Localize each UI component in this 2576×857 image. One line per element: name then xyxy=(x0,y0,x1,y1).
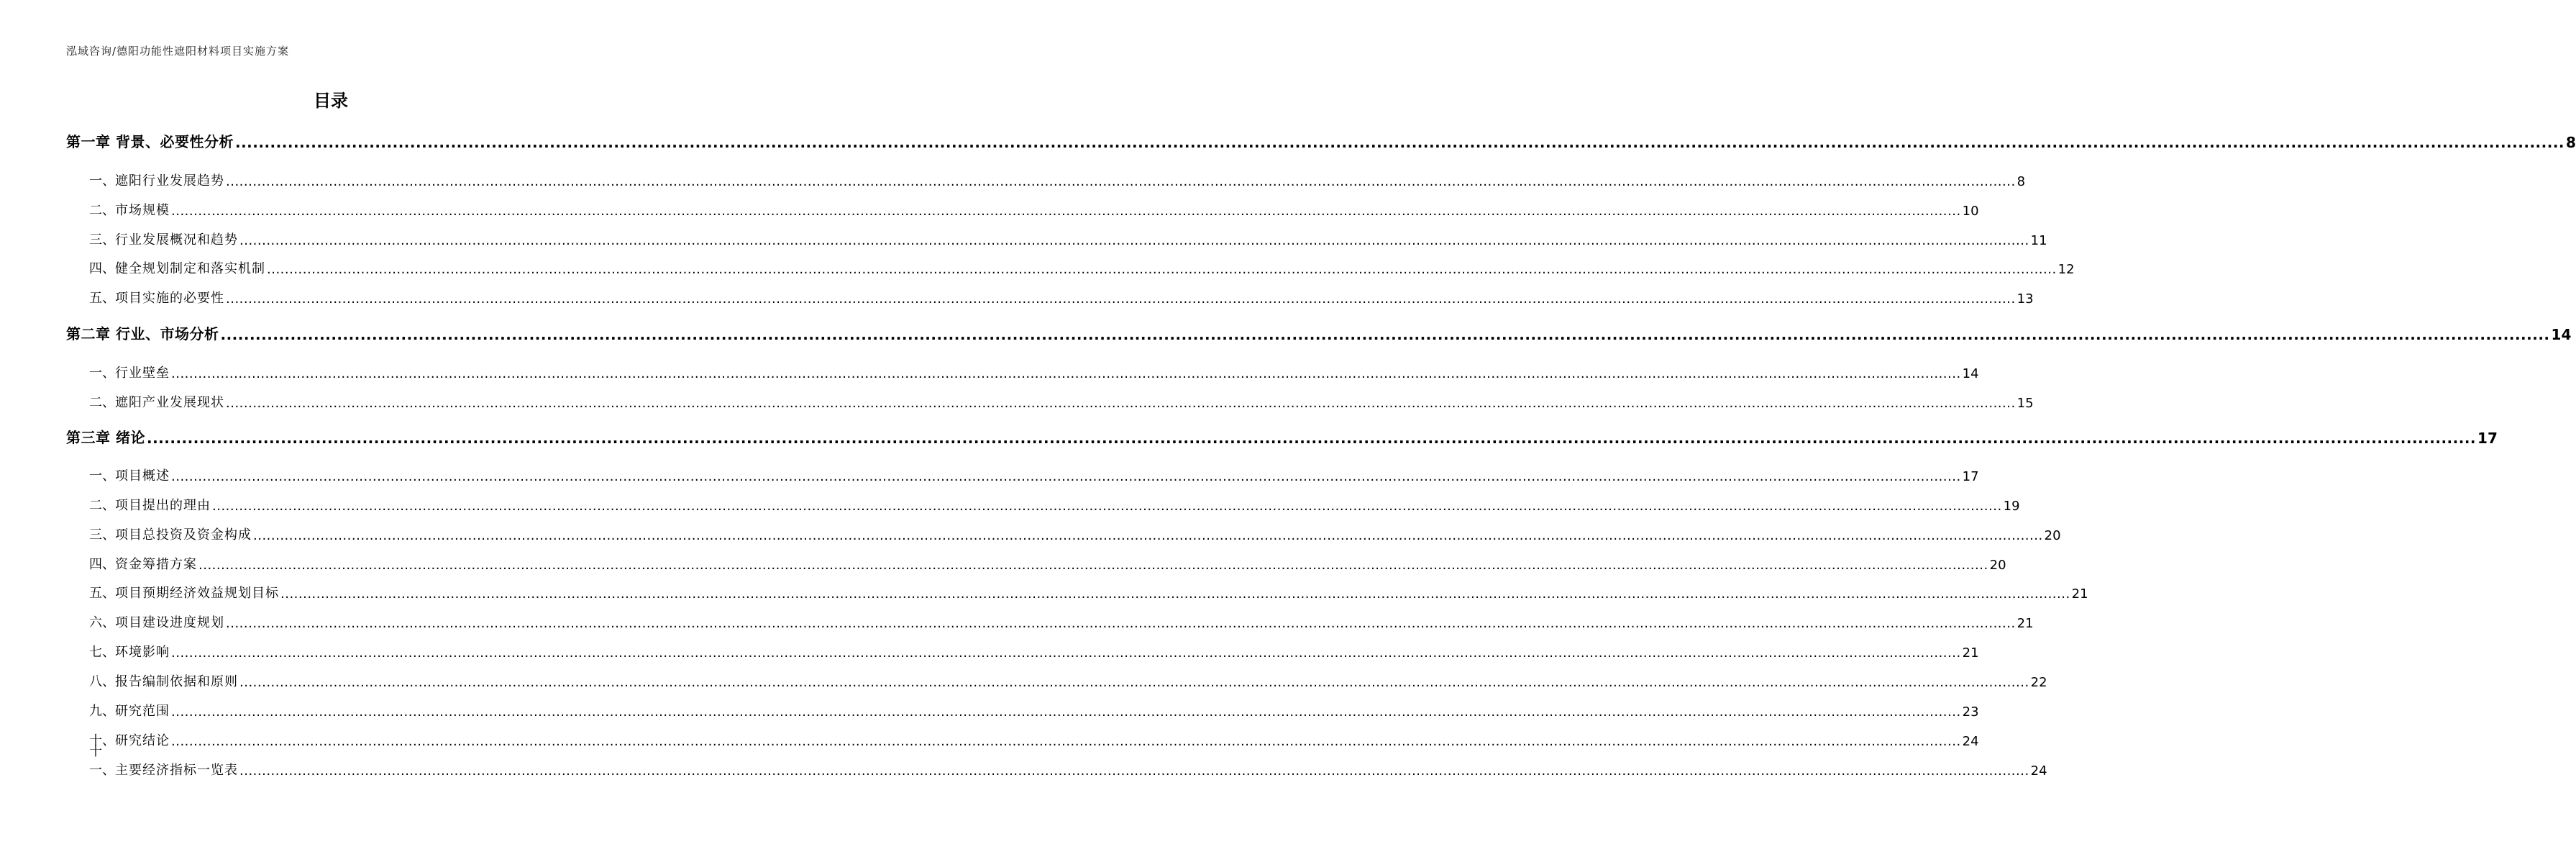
toc-section-entry[interactable] xyxy=(66,168,2026,189)
dot-leader: ................................................................................................................................................................................................................................................................................................................................................................................................................ xyxy=(234,134,2565,151)
toc-entry-number: 二、 xyxy=(89,203,115,218)
toc-entry-number: 三、 xyxy=(89,232,115,248)
toc-entry-label: 项目概述 xyxy=(115,468,170,484)
toc-section-entry[interactable] xyxy=(66,389,2034,411)
dot-leader: ................................................................................................................................................................................................................................................................................................................................................................................................................ xyxy=(226,174,2016,189)
toc-entry-label: 研究范围 xyxy=(115,704,170,719)
toc-entry-label: 第一章 背景、必要性分析 xyxy=(66,133,234,150)
toc-section-entry[interactable] xyxy=(66,668,2047,690)
toc-page-number: 20 xyxy=(1989,558,2006,573)
document-header: 泓域咨询/德阳功能性遮阳材料项目实施方案 xyxy=(66,45,290,58)
toc-page-number: 10 xyxy=(1962,204,1979,219)
toc-section-entry[interactable] xyxy=(66,698,1979,720)
toc-entry-label: 报告编制依据和原则 xyxy=(115,674,238,689)
toc-entry-label: 资金筹措方案 xyxy=(115,557,197,572)
toc-entry-label: 项目提出的理由 xyxy=(115,498,211,513)
toc-entry-label: 行业发展概况和趋势 xyxy=(115,232,238,248)
dot-leader: ................................................................................................................................................................................................................................................................................................................................................................................................................ xyxy=(280,586,2070,602)
toc-entry-label: 行业壁垒 xyxy=(115,366,170,381)
toc-entry-number: 九、 xyxy=(89,704,115,719)
dot-leader: ................................................................................................................................................................................................................................................................................................................................................................................................................ xyxy=(198,558,1988,573)
dot-leader: ................................................................................................................................................................................................................................................................................................................................................................................................................ xyxy=(267,262,2057,277)
toc-page-number: 17 xyxy=(2477,430,2498,447)
toc-entry-number: 四、 xyxy=(89,557,115,572)
dot-leader: ................................................................................................................................................................................................................................................................................................................................................................................................................ xyxy=(171,645,1961,661)
toc-entry-number: 七、 xyxy=(89,645,115,660)
dot-leader: ................................................................................................................................................................................................................................................................................................................................................................................................................ xyxy=(226,396,2016,411)
toc-entry-number: 五、 xyxy=(89,291,115,306)
toc-section-entry[interactable] xyxy=(66,197,1979,219)
dot-leader: ................................................................................................................................................................................................................................................................................................................................................................................................................ xyxy=(212,499,2002,514)
toc-entry-number: 三、 xyxy=(89,527,115,543)
toc-chapter-entry[interactable] xyxy=(66,130,2576,151)
dot-leader: ................................................................................................................................................................................................................................................................................................................................................................................................................ xyxy=(226,291,2016,307)
toc-entry-number: 四、 xyxy=(89,261,115,276)
toc-section-entry[interactable] xyxy=(66,551,2006,573)
toc-section-entry[interactable] xyxy=(66,463,1979,484)
toc-page-number: 21 xyxy=(2071,586,2088,602)
toc-page-number: 15 xyxy=(2017,396,2034,411)
toc-section-entry[interactable] xyxy=(66,227,2047,248)
toc-section-entry[interactable] xyxy=(66,580,2088,602)
toc-section-entry[interactable] xyxy=(66,639,1979,661)
dot-leader: ................................................................................................................................................................................................................................................................................................................................................................................................................ xyxy=(171,204,1961,219)
dot-leader: ................................................................................................................................................................................................................................................................................................................................................................................................................ xyxy=(239,763,2029,779)
toc-entry-number: 六、 xyxy=(89,615,115,630)
dot-leader: ................................................................................................................................................................................................................................................................................................................................................................................................................ xyxy=(171,366,1961,381)
toc-entry-label: 研究结论 xyxy=(115,733,170,748)
toc-entry-label: 遮阳行业发展趋势 xyxy=(115,173,224,189)
toc-page-number: 13 xyxy=(2017,291,2034,307)
dot-leader: ................................................................................................................................................................................................................................................................................................................................................................................................................ xyxy=(220,326,2550,343)
toc-page-number: 17 xyxy=(1962,469,1979,484)
toc-entry-number: 二、 xyxy=(89,498,115,513)
toc-page-number: 11 xyxy=(2030,233,2047,248)
toc-page-number: 23 xyxy=(1962,704,1979,720)
toc-entry-number: 二、 xyxy=(89,395,115,410)
toc-entry-label: 健全规划制定和落实机制 xyxy=(115,261,265,276)
toc-section-entry[interactable] xyxy=(66,360,1979,381)
toc-page-number: 8 xyxy=(2566,134,2576,151)
dot-leader: ................................................................................................................................................................................................................................................................................................................................................................................................................ xyxy=(171,704,1961,720)
toc-section-entry[interactable] xyxy=(66,285,2034,307)
toc-section-entry[interactable] xyxy=(66,255,2075,277)
toc-page-number: 21 xyxy=(2017,616,2034,631)
toc-entry-number: 十、 xyxy=(89,733,115,748)
toc-page-number: 8 xyxy=(2017,174,2026,189)
toc-entry-label: 主要经济指标一览表 xyxy=(115,763,238,778)
toc-entry-label: 环境影响 xyxy=(115,645,170,660)
toc-chapter-entry[interactable] xyxy=(66,322,2572,343)
toc-section-entry[interactable] xyxy=(66,609,2034,631)
toc-page-number: 24 xyxy=(1962,734,1979,749)
toc-entry-label: 项目实施的必要性 xyxy=(115,291,224,306)
toc-entry-label: 项目建设进度规划 xyxy=(115,615,224,630)
toc-entry-number: 五、 xyxy=(89,586,115,601)
toc-entry-label: 项目预期经济效益规划目标 xyxy=(115,586,279,601)
toc-entry-label: 第三章 绪论 xyxy=(66,429,145,446)
toc-section-entry[interactable] xyxy=(66,744,2047,779)
toc-entry-number: 十一、 xyxy=(89,744,115,778)
toc-entry-label: 遮阳产业发展现状 xyxy=(115,395,224,410)
dot-leader: ................................................................................................................................................................................................................................................................................................................................................................................................................ xyxy=(226,616,2016,631)
toc-entry-label: 市场规模 xyxy=(115,203,170,218)
toc-entry-number: 八、 xyxy=(89,674,115,689)
dot-leader: ................................................................................................................................................................................................................................................................................................................................................................................................................ xyxy=(239,233,2029,248)
toc-chapter-entry[interactable] xyxy=(66,425,2498,447)
toc-entry-number: 一、 xyxy=(89,468,115,484)
toc-page-number: 20 xyxy=(2044,528,2061,543)
toc-page-number: 24 xyxy=(2030,763,2047,779)
toc-entry-label: 第二章 行业、市场分析 xyxy=(66,325,219,343)
dot-leader: ................................................................................................................................................................................................................................................................................................................................................................................................................ xyxy=(171,734,1961,749)
dot-leader: ................................................................................................................................................................................................................................................................................................................................................................................................................ xyxy=(171,469,1961,484)
toc-page-number: 22 xyxy=(2030,675,2047,690)
toc-page-number: 14 xyxy=(2551,326,2572,343)
toc-section-entry[interactable] xyxy=(66,492,2020,514)
dot-leader: ................................................................................................................................................................................................................................................................................................................................................................................................................ xyxy=(146,430,2477,447)
toc-title: 目录 xyxy=(314,91,348,111)
dot-leader: ................................................................................................................................................................................................................................................................................................................................................................................................................ xyxy=(253,528,2043,543)
toc-page-number: 12 xyxy=(2057,262,2075,277)
dot-leader: ................................................................................................................................................................................................................................................................................................................................................................................................................ xyxy=(239,675,2029,690)
toc-entry-number: 一、 xyxy=(89,173,115,189)
toc-page-number: 21 xyxy=(1962,645,1979,661)
toc-section-entry[interactable] xyxy=(66,727,1979,749)
toc-page-number: 19 xyxy=(2003,499,2020,514)
toc-page-number: 14 xyxy=(1962,366,1979,381)
toc-entry-label: 项目总投资及资金构成 xyxy=(115,527,252,543)
toc-entry-number: 一、 xyxy=(89,366,115,381)
toc-section-entry[interactable] xyxy=(66,522,2061,543)
